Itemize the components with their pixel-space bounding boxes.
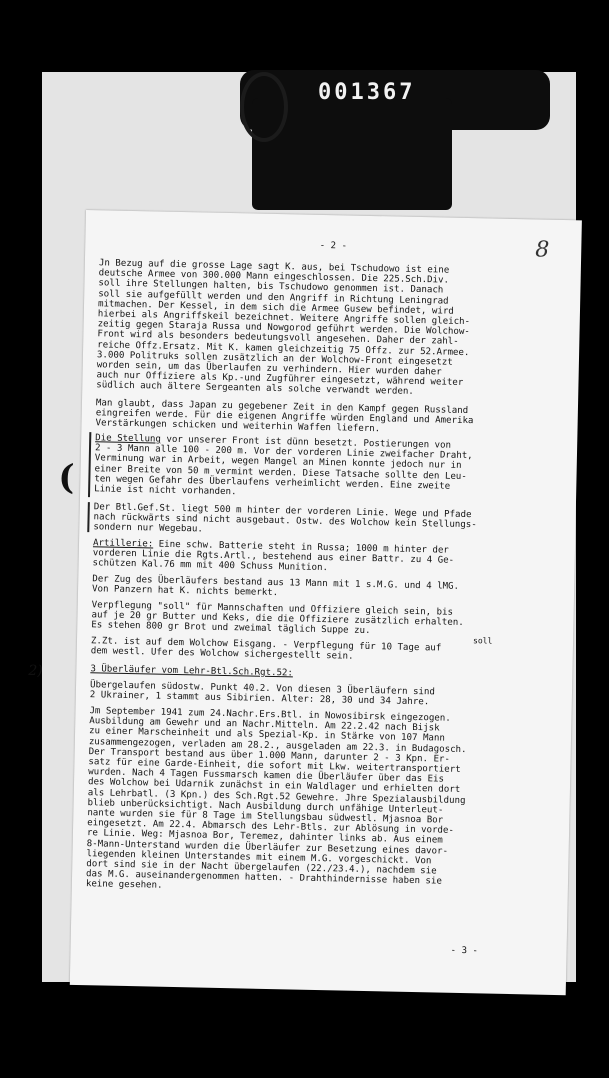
paragraph-stellung (94, 433, 569, 504)
archive-stamp-number: 001367 (318, 80, 416, 105)
handwritten-mark: 8 (535, 237, 550, 263)
section-heading-ueberlaeufer: 3 Überläufer vom Lehr-Btl.Sch.Rgt.52: (90, 664, 294, 679)
artillerie-text: Eine schw. Batterie steht in Russa; 1000 m hinter der vorderen Linie die Rgts.Artl., bestehend aus einer Battr. zu 4 Ge- schützen Kal.76 mm mit 400 Schuss Munition. (92, 539, 455, 574)
page-number: - 2 - (319, 240, 348, 252)
artillerie-heading: Artillerie: (92, 538, 154, 550)
insertion-soll: soll (472, 636, 493, 646)
margin-bracket-2 (87, 502, 93, 532)
paragraph-zug: Der Zug des Überläufers bestand aus 13 Mann mit 1 s.M.G. und 4 lMG. Von Panzern hat K. nichts bemerkt. (91, 574, 460, 599)
margin-parenthesis: ( (57, 457, 75, 498)
stellung-heading: Die Stellung (95, 433, 162, 445)
paragraph-herkunft: Übergelaufen südostw. Punkt 40.2. Von diesen 3 Überläufern sind 2 Ukrainer, 1 stammt aus Sibirien. Alter: 28, 30 und 34 Jahre. (89, 680, 436, 708)
paragraph-artillerie (92, 538, 567, 579)
stellung-text: vor unserer Front ist dünn besetzt. Postierungen von 2 - 3 Mann alle 100 - 200 m. Vor der vorderen Linie zweifacher Draht, Verminung war in Arbeit, wegen Mangel an Minen konnte jedoch nur in einer Breite von 50 m vermint werden. Diese Tatsache sollte den Leu- ten wegen Gefahr des Überlaufens verheimlicht werden. Eine zweite Linie ist nicht vorhanden. (94, 434, 473, 498)
clip-ring (240, 72, 288, 142)
paragraph-eisgang: Z.Zt. ist auf dem Wolchow Eisgang. - Verpflegung für 10 Tage auf dem westl. Ufer des Wolchow sichergestellt sein. (90, 636, 442, 662)
next-page-number: - 3 - (450, 945, 479, 957)
paragraph-japan: Man glaubt, dass Japan zu gegebener Zeit in den Kampf gegen Russland eingreifen werde. Für die eigenen Angriffe würden England und Amerika Verstärkungen schicken und weiterhin Waffen liefern. (95, 398, 474, 435)
margin-number: 2) (28, 662, 43, 680)
binder-clip (222, 58, 532, 203)
document-page (28, 210, 582, 995)
paragraph-verpflegung: Verpflegung "soll" für Mannschaften und Offiziere gleich sein, bis auf je 20 gr Butter und Keks, die die Offiziere zusätzlich erhalten. Es stehen 800 gr Brot und zweimal täglich Suppe zu. (91, 600, 464, 637)
paragraph-gefechtsstand: Der Btl.Gef.St. liegt 500 m hinter der vorderen Linie. Wege und Pfade nach rückwärts sind nicht ausgebaut. Ostw. des Wolchow kein Stellungs- sondern nur Wegebau. (93, 502, 477, 535)
paragraph-grosse-lage: Jn Bezug auf die grosse Lage sagt K. aus, bei Tschudowo ist eine deutsche Armee von 300.000 Mann eingeschlossen. Die 225.Sch.Div. soll ihre Stellungen halten, bis Tschudowo genommen ist. Danach soll sie aufgefüllt werden und den Angriff in Richtung Leningrad mitmachen. Der Kessel, in dem sich die Armee Gusew befindet, wird hierbei als Angriffskeil bezeichnet. Weitere Angriffe sollen gleich- zeitig gegen Staraja Russa und Nowgorod geführt werden. Die Wolchow- Front wird als besonders bedeutungsvoll angesehen. Daher der zahl- reiche Offz.Ersatz. Mit K. kamen gleichzeitig 75 Offz. zur 52.Armee. 3.000 Politruks sollen zusätzlich an der Wolchow-Front eingesetzt worden sein, um das Überlaufen zu verhindern. Hier wurden daher auch nur Offiziere als Kp.-und Zugführer eingesetzt, während weiter südlich auch ältere Sergeanten als solche verwandt werden. (96, 258, 471, 398)
paragraph-werdegang: Jm September 1941 zum 24.Nachr.Ers.Btl. in Nowosibirsk eingezogen. Ausbildung am Gewehr und an Nachr.Mitteln. Am 22.2.42 nach Bijsk zu einer Marscheinheit und als Spezial-Kp. in Stärke von 107 Mann zusammengezogen, verladen am 28.2., ausgeladen am 22.3. in Budagosch. Der Transport bestand aus über 1.000 Mann, darunter 2 - 3 Kpn. Er- satz für eine Garde-Einheit, die sofort mit Lkw. weitertransportiert wurden. Nach 4 Tagen Fussmarsch kamen die Überläufer über das Eis des Wolchow bei Udarnik zunächst in ein Waldlager und erhielten dort als Lehrbatl. (3 Kpn.) des Sch.Rgt.52 Gewehre. Jhre Spezialausbildung blieb unberücksichtigt. Nach Ausbildung durch unfähige Unterleut- nante wurden sie für 8 Tage im Stellungsbau südwestl. Mjasnoa Bor eingesetzt. Am 22.4. Abmarsch des Lehr-Btls. zur Ablösung in vorde- re Linie. Weg: Mjasnoa Bor, Teremez, dahinter links ab. Aus einem 8-Mann-Unterstand wurden die Überläufer zur Besetzung eines davor- liegenden kleinen Unterstandes mit einem M.G. vorgeschickt. Von dort sind sie in der Nacht übergelaufen (22./23.4.), nachdem sie das M.G. auseinandergenommen hatten. - Drahthindernisse haben sie keine gesehen. (85, 706, 467, 892)
